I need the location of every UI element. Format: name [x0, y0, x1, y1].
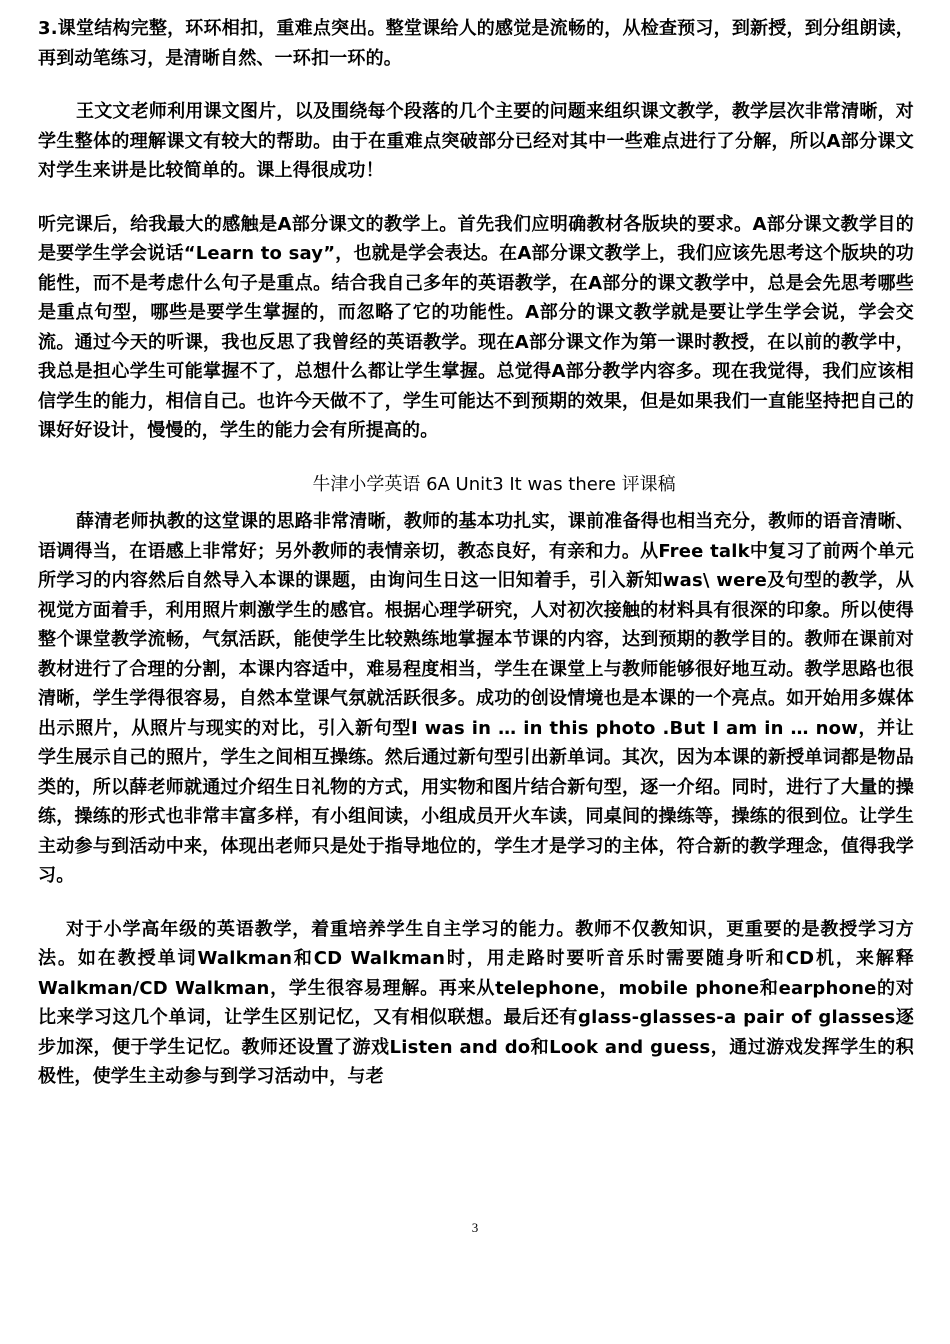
document-page [38, 14, 914, 1092]
paragraph-senior-teaching: 对于小学高年级的英语教学，着重培养学生自主学习的能力。教师不仅教知识，更重要的是教授学习方法。如在教授单词Walkman和CD Walkman时，用走路时要听音乐时需要随身听和CD机，来解释Walkman/CD Walkman，学生很容易理解。再来从telephone，mobile phone和earphone的对比来学习这几个单词，让学生区别记忆，又有相似联想。最后还有glass-glasses-a pair of glasses逐步加深，便于学生记忆。教师还设置了游戏Listen and do和Look and guess，通过游戏发挥学生的积极性，使学生主动参与到学习活动中，与老 [38, 918, 914, 1087]
paragraph-xue-teacher: 薛清老师执教的这堂课的思路非常清晰，教师的基本功扎实，课前准备得也相当充分，教师的语音清晰、语调得当，在语感上非常好；另外教师的表情亲切，教态良好，有亲和力。从Free talk中复习了前两个单元所学习的内容然后自然导入本课的课题，由询问生日这一旧知着手，引入新知was\ were及句型的教学，从视觉方面着手，利用照片刺激学生的感官。根据心理学研究，人对初次接触的材料具有很深的印象。所以使得整个课堂教学流畅，气氛活跃，能使学生比较熟练地掌握本节课的内容，达到预期的教学目的。教师在课前对教材进行了合理的分割，本课内容适中，难易程度相当，学生在课堂上与教师能够很好地互动。教学思路也很清晰，学生学得很容易，自然本堂课气氛就活跃很多。成功的创设情境也是本课的一个亮点。如开始用多媒体出示照片，从照片与现实的对比，引入新句型I was in … in this photo .But I am in … now，并让学生展示自己的照片，学生之间相互操练。然后通过新句型引出新单词。其次，因为本课的新授单词都是物品类的，所以薛老师就通过介绍生日礼物的方式，用实物和图片结合新句型，逐一介绍。同时，进行了大量的操练，操练的形式也非常丰富多样，有小组间读，小组成员开火车读，同桌间的操练等，操练的很到位。让学生主动参与到活动中来，体现出老师只是处于指导地位的，学生才是学习的主体，符合新的教学理念，值得我学习。 [38, 511, 914, 886]
paragraph-wang-teacher: 王文文老师利用课文图片，以及围绕每个段落的几个主要的问题来组织课文教学，教学层次非常清晰，对学生整体的理解课文有较大的帮助。由于在重难点突破部分已经对其中一些难点进行了分解，所以A部分课文对学生来讲是比较简单的。课上得很成功！ [38, 101, 914, 181]
paragraph-gap [38, 446, 914, 470]
paragraph-reflection: 听完课后，给我最大的感触是A部分课文的教学上。首先我们应明确教材各版块的要求。A部分课文教学目的是要学生学会说话“Learn to say”，也就是学会表达。在A部分课文教学上，我们应该先思考这个版块的功能性，而不是考虑什么句子是重点。结合我自己多年的英语教学，在A部分的课文教学中，总是会先思考哪些是重点句型，哪些是要学生掌握的，而忽略了它的功能性。A部分的课文教学就是要让学生学会说，学会交流。通过今天的听课，我也反思了我曾经的英语教学。现在A部分课文作为第一课时教授，在以前的教学中，我总是担心学生可能掌握不了，总想什么都让学生掌握。总觉得A部分教学内容多。现在我觉得，我们应该相信学生的能力，相信自己。也许今天做不了，学生可能达不到预期的效果，但是如果我们一直能坚持把自己的课好好设计，慢慢的，学生的能力会有所提高的。 [38, 213, 914, 441]
paragraph-gap [38, 499, 914, 507]
paragraph-gap [38, 73, 914, 97]
section-heading: 牛津小学英语 6A Unit3 It was there 评课稿 [312, 473, 676, 495]
paragraph-gap [38, 186, 914, 210]
paragraph-gap [38, 891, 914, 915]
paragraph-classroom-structure: 3.课堂结构完整，环环相扣，重难点突出。整堂课给人的感觉是流畅的，从检查预习，到新授，到分组朗读，再到动笔练习，是清晰自然、一环扣一环的。 [38, 18, 914, 69]
page-number: 3 [471, 1220, 479, 1235]
